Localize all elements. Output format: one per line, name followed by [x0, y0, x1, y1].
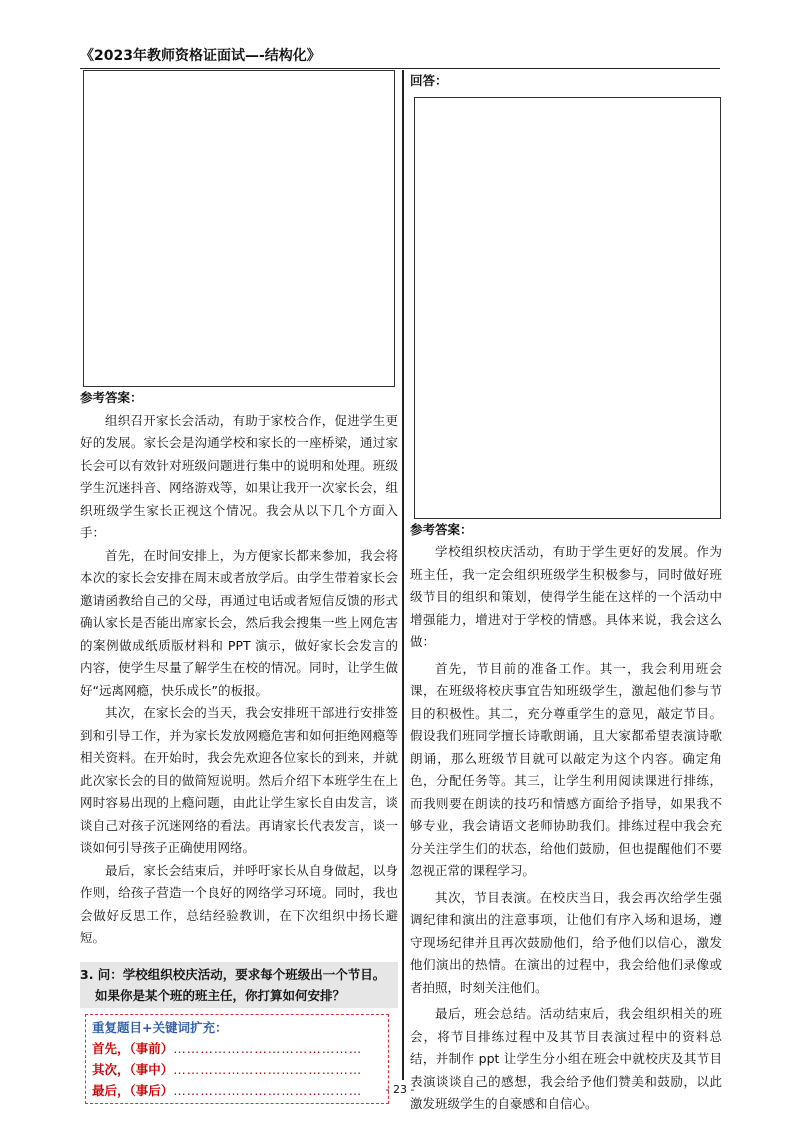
keyword-line-before: [92, 1038, 382, 1059]
right-paragraph-2: 首先，节目前的准备工作。其一，我会利用班会课，在班级将校庆事宜告知班级学生，激起他们参与节目的积极性。其二，充分尊重学生的意见，敲定节目。假设我们班同学擅长诗歌朗诵，且大家都希望表演诗歌朗诵，那么班级节目就可以敲定为这个内容。确定角色，分配任务等。其三，让学生利用阅读课进行排练，而我则要在朗读的技巧和情感方面给予指导，如果我不够专业，我会请语文老师协助我们。排练过程中我会充分关注学生们的状态，给他们鼓励，但也提醒他们不要忽视正常的课程学习。: [410, 660, 722, 878]
left-paragraph-2: 首先，在时间安排上，为方便家长都来参加，我会将本次的家长会安排在周末或者放学后。由学生带着家长会邀请函教给自己的父母，再通过电话或者短信反馈的形式确认家长是否能出席家长会，然后我会搜集一些上网危害的案例做成纸质版材料和 PPT 演示，做好家长会发言的内容，使学生尽量了解学生在校的情况。同时，让学生做好“远离网瘾，快乐成长”的板报。: [80, 547, 398, 698]
right-paragraph-4: 最后，班会总结。活动结束后，我会组织相关的班会，将节目排练过程中及其节目表演过程中的资料总结，并制作 ppt 让学生分小组在班会中就校庆及其节目表演谈谈自己的感想，我会给予他们赞美和鼓励，以此激发班级学生的自豪感和自信心。: [410, 1006, 722, 1111]
question-line-1: 3. 问：学校组织校庆活动，要求每个班级出一个节目。: [80, 966, 386, 982]
page-number: - 23 -: [385, 1083, 415, 1096]
right-paragraph-3: 其次，节目表演。在校庆当日，我会再次给学生强调纪律和演出的注意事项，让他们有序入场和退场，遵守现场纪律并且再次鼓励他们，给予他们以信心，激发他们演出的热情。在演出的过程中，我会给他们录像或者拍照，时刻关注他们。: [410, 889, 722, 995]
left-paragraph-1: 组织召开家长会活动，有助于家校合作，促进学生更好的发展。家长会是沟通学校和家长的一座桥梁，通过家长会可以有效针对班级问题进行集中的说明和处理。班级学生沉迷抖音、网络游戏等，如果让我开一次家长会，组织班级学生家长正视这个情况。我会从以下几个方面入手：: [80, 412, 398, 540]
document-header: [80, 45, 720, 69]
reference-answer-label-left: 参考答案：: [80, 390, 143, 405]
left-paragraph-3: 其次，在家长会的当天，我会安排班干部进行安排签到和引导工作，并为家长发放网瘾危害和如何拒绝网瘾等相关资料。在开始时，我会先欢迎各位家长的到来，并就此次家长会的目的做简短说明。然后介绍下本班学生在上网时容易出现的上瘾问题，由此让学生家长自由发言，谈谈自己对孩子沉迷网络的看法。再请家长代表发言，谈一谈如何引导孩子正确使用网络。: [80, 705, 398, 855]
reply-label: 回答：: [410, 73, 448, 88]
left-paragraph-4: 最后，家长会结束后，并呼吁家长从自身做起，以身作则，给孩子营造一个良好的网络学习环境。同时，我也会做好反思工作，总结经验教训，在下次组织中扬长避短。: [80, 862, 398, 945]
header-title: 《2023年教师资格证面试—-结构化》: [80, 48, 321, 64]
answer-blank-box-left: [83, 70, 395, 387]
fill-in-dots: ……………………………………: [173, 1061, 363, 1077]
question-3: [80, 962, 398, 1008]
keyword-after-label: 最后，（事后）: [92, 1082, 174, 1098]
right-paragraph-1: 学校组织校庆活动，有助于学生更好的发展。作为班主任，我一定会组织班级学生积极参与，同时做好班级节目的组织和策划，使得学生能在这样的一个活动中增强能力，增进对于学校的情感。具体来说，我会这么做：: [410, 544, 722, 649]
keyword-line-during: [92, 1059, 382, 1080]
right-column: [410, 70, 722, 1116]
column-divider: [402, 70, 404, 1080]
fill-in-dots: ……………………………………: [173, 1040, 363, 1056]
reference-answer-label-right: 参考答案：: [410, 521, 473, 537]
keyword-before-label: 首先，（事前）: [92, 1040, 174, 1056]
answer-blank-box-right: [414, 97, 721, 519]
left-column: [80, 70, 398, 1104]
keyword-during-label: 其次，（事中）: [92, 1061, 174, 1077]
question-line-2: 如果你是某个班的班主任，你打算如何安排？: [95, 987, 346, 1003]
fill-in-dots: ……………………………………: [173, 1082, 363, 1098]
keyword-box-title: 重复题目+关键词扩充：: [92, 1019, 228, 1035]
